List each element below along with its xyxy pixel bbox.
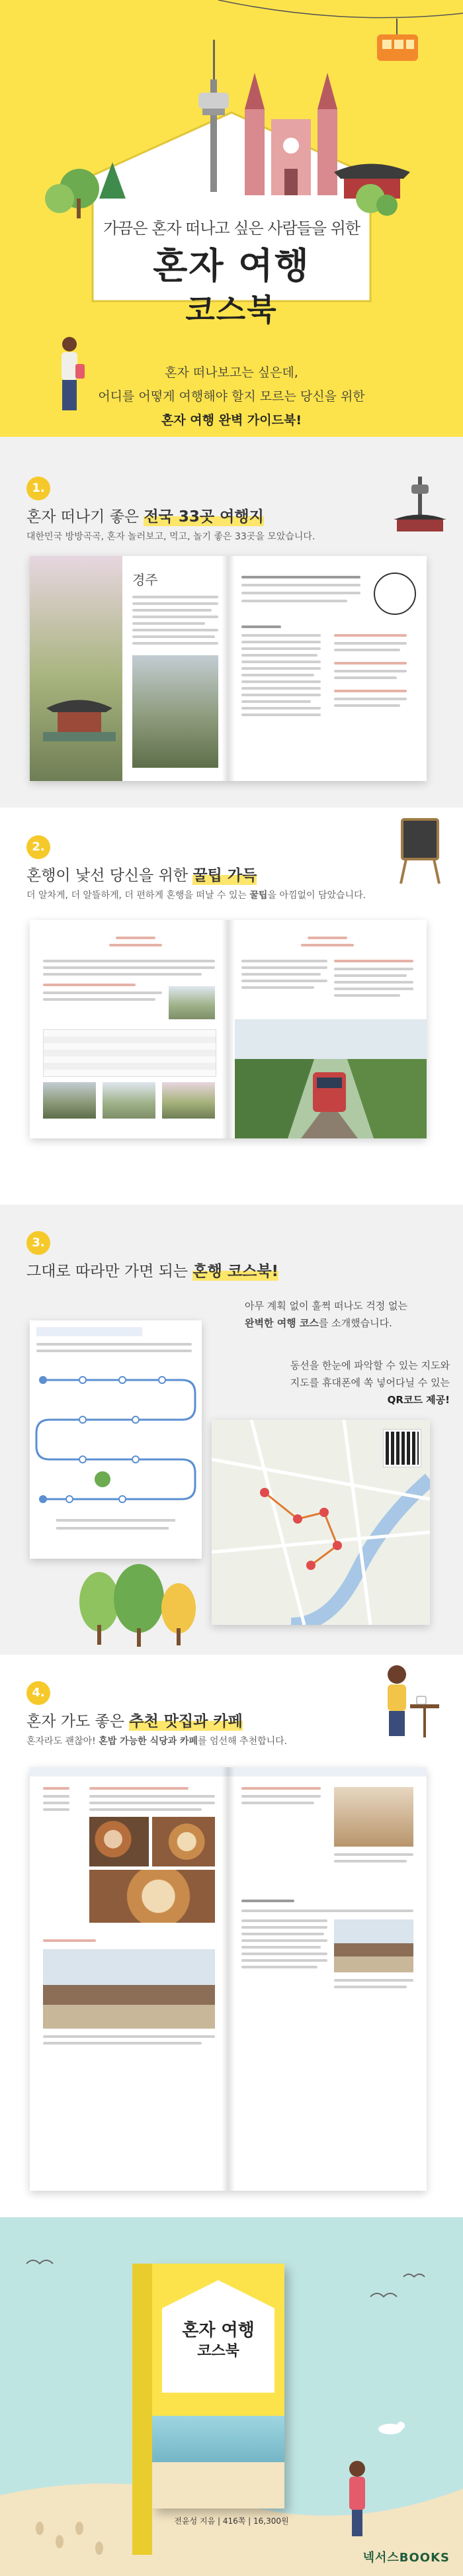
book-spread-2 [30,920,427,1138]
book-cover [152,2264,284,2508]
qr-code-icon [384,1430,421,1467]
map-description [284,1357,450,1408]
cover-title-2: 코스북 [197,2343,239,2360]
hero-intro [66,361,397,432]
spread-photo [30,556,122,781]
food-photo [152,1817,215,1866]
title-text: 혼행이 낯선 당신을 위한 [26,867,193,884]
section-title [26,1259,278,1281]
desc-text: 를 엄선해 추천합니다. [198,1736,288,1747]
title-text: 그대로 따라만 가면 되는 [26,1263,193,1280]
book-price-info: 전윤성 지음 | 416쪽 | 16,300원 [174,2516,289,2526]
title-highlight: 전국 33곳 여행지 [144,504,263,526]
book-spread-4 [30,1767,427,2191]
spread-photo [169,986,215,1019]
desc-line: 아무 계획 없이 훌쩍 떠나도 걱정 없는 [245,1300,407,1312]
food-photo [89,1870,215,1923]
intro-line: 혼자 떠나보고는 싶은데, [165,365,298,380]
title-highlight: 혼행 코스북! [192,1259,278,1281]
desc-text: 을 아낌없이 담았습니다. [267,890,366,901]
section-title [26,1709,243,1731]
title-highlight: 꿀팁 가득 [192,863,257,885]
cover-title: 혼자 여행 [182,2321,255,2340]
intro-line-strong: 혼자 여행 완벽 가이드북! [161,413,302,428]
desc-text: 를 소개했습니다. [318,1317,392,1329]
info-table [43,1029,216,1077]
title-text: 혼자 떠나기 좋은 [26,508,144,526]
spread-photo [43,1082,96,1119]
section-desc [26,1734,287,1747]
course-route-diagram [30,1360,202,1559]
train-photo [235,1019,427,1138]
course-header [36,1327,142,1336]
book-spread-1 [30,556,427,781]
palace-photo [334,1919,413,1972]
course-map [212,1420,430,1625]
cable-car-icon [377,19,418,61]
desc-highlight: 혼밥 가능한 식당과 카페 [99,1736,198,1747]
pavilion-icon [43,688,116,741]
hero-subtitle: 가끔은 혼자 떠나고 싶은 사람들을 위한 [103,219,360,238]
publisher-logo: 넥서스BOOKS [362,2551,450,2565]
desc-line: 지도를 휴대폰에 쏙 넣어다닐 수 있는 [290,1377,450,1389]
title-highlight: 추천 맛집과 카페 [129,1709,243,1731]
city-name: 경주 [132,572,158,588]
section-number: 2. [26,835,50,859]
temple-photo [43,1949,215,2029]
section-title [26,504,264,526]
desc-line: 동선을 한눈에 파악할 수 있는 지도와 [290,1359,450,1371]
signboard-icon [397,814,443,887]
cafe-photo [334,1787,413,1847]
cathedral-icon [245,73,337,195]
section-desc [26,888,366,901]
section-number: 1. [26,477,50,500]
desc-highlight: 꿀팁 [249,890,268,901]
food-photo [89,1817,149,1866]
desc-text: 혼자라도 괜찮아! [26,1736,99,1747]
spread-photo [103,1082,155,1119]
hero-title: 혼자 여행 [153,245,310,287]
trees-illustration [73,1562,205,1648]
section-desc: 대한민국 방방곡곡, 혼자 놀러보고, 먹고, 놀기 좋은 33곳을 모았습니다. [26,531,316,542]
desc-line-strong: QR코드 제공! [387,1394,450,1406]
intro-line: 어디를 어떻게 여행해야 할지 모르는 당신을 위한 [98,389,365,404]
desc-text: 더 알차게, 더 알뜰하게, 더 편하게 혼행을 떠날 수 있는 [26,890,250,901]
spread-photo [132,655,218,768]
desc-line [245,1314,443,1332]
hero-title-2: 코스북 [185,292,278,328]
desc-highlight: 완벽한 여행 코스 [245,1317,319,1329]
section-title [26,863,257,885]
section-number: 3. [26,1231,50,1255]
cover-illustration [152,2416,284,2508]
seagull-icon [378,2422,405,2434]
title-text: 혼자 가도 좋은 [26,1713,130,1730]
course-description [245,1297,443,1332]
course-page [30,1320,202,1559]
book-spine [132,2264,152,2555]
tower-icon [390,463,450,536]
cafe-person-illustration [370,1658,443,1744]
spread-photo [162,1082,215,1119]
section-number: 4. [26,1681,50,1705]
stamp-icon [374,573,416,615]
